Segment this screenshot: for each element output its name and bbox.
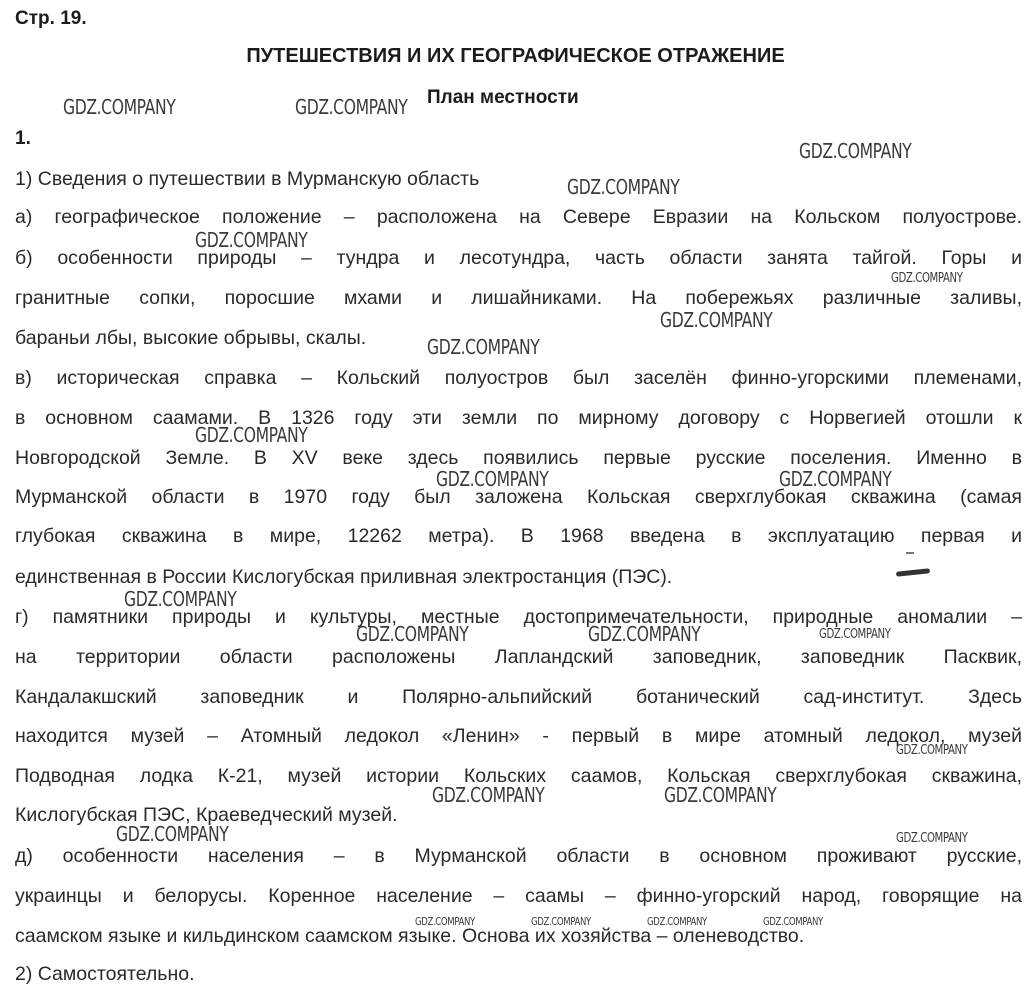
text-line: д) особенности населения – в Мурманской области в основном проживают русские,	[15, 845, 1022, 867]
text-line: саамском языке и кильдинском саамском языке. Основа их хозяйства – оленеводство.	[15, 925, 805, 947]
text-line: находится музей – Атомный ледокол «Ленин» - первый в мире атомный ледокол, музей	[15, 725, 1022, 747]
text-line: единственная в России Кислогубская приливная электростанция (ПЭС).	[15, 566, 673, 588]
text-line: г) памятники природы и культуры, местные достопримечательности, природные аномалии –	[15, 606, 1022, 628]
text-line: в) историческая справка – Кольский полуостров был заселён финно-угорскими племенами,	[15, 367, 1022, 389]
text-line: 2) Самостоятельно.	[15, 963, 195, 985]
watermark: GDZ.COMPANY	[763, 915, 823, 928]
watermark: GDZ.COMPANY	[436, 467, 549, 491]
watermark: GDZ.COMPANY	[356, 622, 469, 646]
watermark: GDZ.COMPANY	[432, 783, 545, 807]
watermark: GDZ.COMPANY	[779, 467, 892, 491]
text-line: Кандалакшский заповедник и Полярно-альпийский ботанический сад-институт. Здесь	[15, 686, 1022, 708]
text-line: в основном саамами. В 1326 году эти земли по мирному договору с Норвегией отошли к	[15, 407, 1022, 429]
text-line: б) особенности природы – тундра и лесотундра, часть области занята тайгой. Горы и	[15, 247, 1022, 269]
watermark: GDZ.COMPANY	[427, 335, 540, 359]
watermark: GDZ.COMPANY	[116, 822, 229, 846]
ink-mark	[906, 552, 914, 554]
text-line: Подводная лодка К-21, музей истории Кольских саамов, Кольская сверхглубокая скважина,	[15, 765, 1022, 787]
watermark: GDZ.COMPANY	[531, 915, 591, 928]
watermark: GDZ.COMPANY	[819, 627, 891, 642]
text-line: бараньи лбы, высокие обрывы, скалы.	[15, 327, 367, 349]
subsection-title: План местности	[427, 87, 579, 108]
watermark: GDZ.COMPANY	[415, 915, 475, 928]
text-line: Кислогубская ПЭС, Краеведческий музей.	[15, 804, 398, 826]
watermark: GDZ.COMPANY	[588, 622, 701, 646]
text-line: Мурманской области в 1970 году был заложена Кольская сверхглубокая скважина (самая	[15, 486, 1022, 508]
section-title: ПУТЕШЕСТВИЯ И ИХ ГЕОГРАФИЧЕСКОЕ ОТРАЖЕНИЕ	[246, 45, 785, 67]
watermark: GDZ.COMPANY	[896, 831, 968, 846]
watermark: GDZ.COMPANY	[63, 95, 176, 119]
watermark: GDZ.COMPANY	[891, 271, 963, 286]
watermark: GDZ.COMPANY	[195, 423, 308, 447]
watermark: GDZ.COMPANY	[896, 743, 968, 758]
text-line: глубокая скважина в мире, 12262 метра). В 1968 введена в эксплуатацию первая и	[15, 525, 1022, 547]
watermark: GDZ.COMPANY	[660, 308, 773, 332]
page-label: Стр. 19.	[15, 8, 87, 29]
watermark: GDZ.COMPANY	[295, 95, 408, 119]
watermark: GDZ.COMPANY	[647, 915, 707, 928]
watermark: GDZ.COMPANY	[799, 139, 912, 163]
watermark: GDZ.COMPANY	[124, 587, 237, 611]
text-line: 1) Сведения о путешествии в Мурманскую область	[15, 168, 480, 190]
text-line: на территории области расположены Лапландский заповедник, заповедник Пасквик,	[15, 646, 1022, 668]
text-line: украинцы и белорусы. Коренное население – саамы – финно-угорский народ, говорящие на	[15, 885, 1022, 907]
text-line: гранитные сопки, поросшие мхами и лишайниками. На побережьях различные заливы,	[15, 287, 1022, 309]
watermark: GDZ.COMPANY	[567, 175, 680, 199]
watermark: GDZ.COMPANY	[664, 783, 777, 807]
task-number: 1.	[15, 128, 31, 149]
text-line: Новгородской Земле. В XV веке здесь появились первые русские поселения. Именно в	[15, 447, 1022, 469]
text-line: а) географическое положение – расположена на Севере Евразии на Кольском полуострове.	[15, 206, 1022, 228]
watermark: GDZ.COMPANY	[195, 228, 308, 252]
